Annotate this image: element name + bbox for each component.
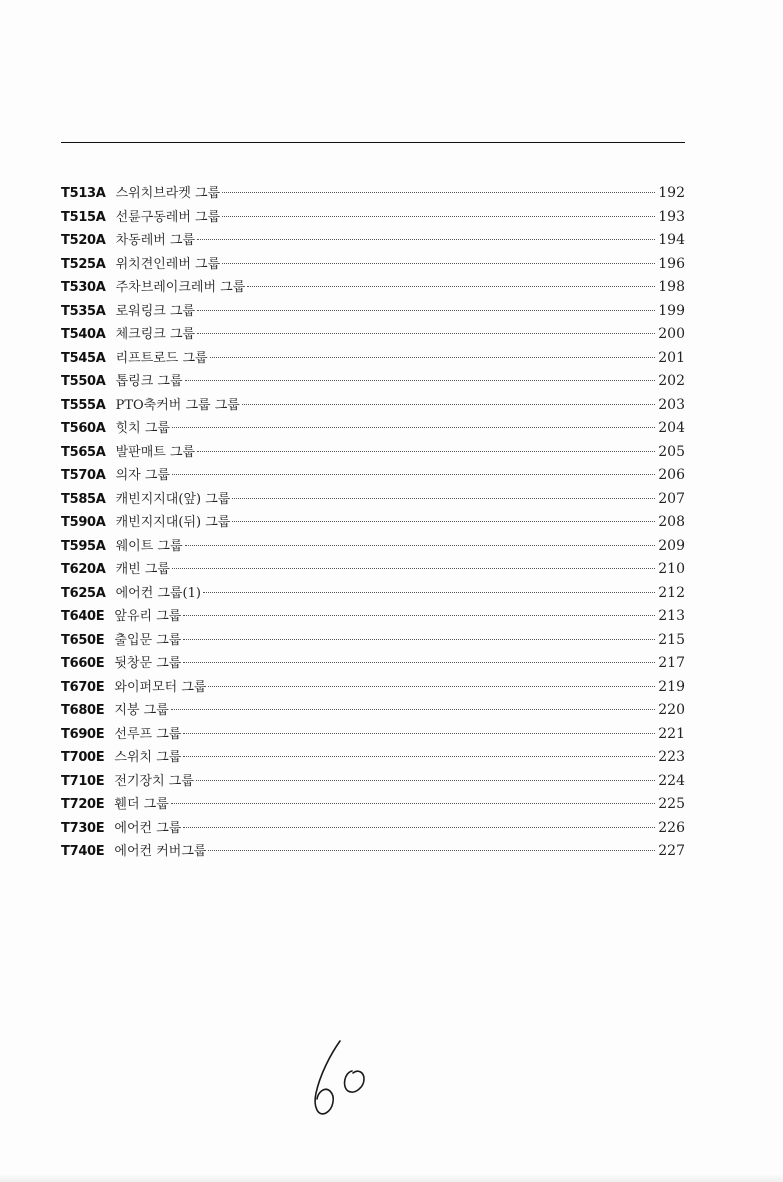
toc-entry-code: T650E: [61, 632, 105, 648]
toc-entry-page-number: 203: [658, 396, 685, 413]
toc-entry-title: 발판매트 그룹: [115, 444, 196, 460]
toc-dot-leader: [171, 803, 656, 804]
toc-entry-code: T520A: [61, 233, 106, 248]
toc-entry-title: 스위치브라켓 그룹: [115, 186, 221, 201]
toc-dot-leader: [208, 686, 655, 687]
toc-entry: [61, 300, 685, 324]
toc-entry-page-number: 225: [658, 796, 685, 812]
toc-entry: [61, 417, 685, 441]
toc-entry-code: T720E: [61, 797, 105, 812]
toc-entry: [61, 347, 685, 371]
toc-entry-title: 와이퍼모터 그룹: [114, 679, 207, 695]
toc-entry-page-number: 220: [658, 702, 685, 718]
toc-entry-title: 리프트로드 그룹: [115, 350, 208, 366]
toc-entry: [61, 793, 685, 817]
toc-entry: [61, 276, 685, 300]
toc-entry-code: T565A: [61, 444, 106, 460]
toc-entry-page-number: 212: [658, 584, 685, 601]
toc-entry-code: T540A: [61, 327, 106, 342]
toc-dot-leader: [171, 709, 656, 710]
toc-dot-leader: [222, 263, 655, 264]
toc-dot-leader: [172, 474, 655, 475]
toc-entry-title: 웨이트 그룹: [115, 538, 183, 554]
toc-dot-leader: [197, 239, 655, 240]
toc-entry: [61, 206, 685, 230]
toc-entry-title: 로워링크 그룹: [115, 303, 196, 319]
toc-dot-leader: [183, 615, 655, 616]
toc-dot-leader: [183, 639, 655, 640]
toc-entry-page-number: 198: [658, 279, 685, 295]
toc-entry-code: T570A: [61, 468, 106, 483]
toc-entry-code: T595A: [61, 538, 106, 554]
toc-entry: [61, 558, 685, 582]
toc-entry-page-number: 204: [658, 420, 685, 436]
toc-entry-title: 에어컨 커버그룹: [114, 844, 207, 859]
toc-entry: [61, 535, 685, 559]
toc-entry: [61, 746, 685, 770]
toc-entry-page-number: 193: [658, 208, 685, 225]
table-of-contents: [61, 182, 685, 864]
toc-dot-leader: [197, 310, 655, 311]
toc-dot-leader: [183, 733, 655, 734]
toc-entry: [61, 370, 685, 394]
toc-entry-title: 의자 그룹: [115, 468, 170, 483]
toc-dot-leader: [197, 333, 655, 334]
toc-dot-leader: [185, 545, 656, 546]
toc-entry-code: T550A: [61, 374, 106, 389]
toc-entry-code: T680E: [61, 703, 105, 718]
toc-dot-leader: [197, 451, 655, 452]
scan-edge-shadow: [0, 1174, 783, 1182]
toc-entry: [61, 676, 685, 700]
toc-entry-title: 전기장치 그룹: [114, 773, 194, 789]
toc-entry-title: 힛치 그룹: [115, 421, 170, 436]
toc-entry-page-number: 226: [658, 819, 685, 836]
toc-dot-leader: [222, 192, 655, 193]
toc-entry-code: T625A: [61, 585, 106, 601]
toc-entry-title: 선루프 그룹: [114, 726, 182, 742]
toc-dot-leader: [222, 216, 655, 217]
toc-entry-title: 주차브레이크레버 그룹: [115, 280, 246, 295]
toc-entry: [61, 511, 685, 535]
toc-dot-leader: [172, 568, 655, 569]
toc-entry-page-number: 215: [658, 631, 685, 648]
toc-entry-code: T700E: [61, 750, 105, 765]
toc-entry: [61, 253, 685, 277]
toc-dot-leader: [242, 404, 655, 405]
toc-entry-page-number: 227: [658, 843, 685, 859]
toc-entry: [61, 229, 685, 253]
toc-entry-title: 뒷창문 그룹: [114, 656, 182, 671]
toc-entry-title: 톱링크 그룹: [115, 374, 183, 389]
toc-entry-page-number: 199: [658, 302, 685, 319]
toc-entry-title: 차동레버 그룹: [115, 233, 196, 248]
toc-dot-leader: [183, 662, 655, 663]
toc-dot-leader: [196, 780, 655, 781]
toc-entry-code: T620A: [61, 562, 106, 577]
toc-entry-code: T670E: [61, 679, 105, 695]
toc-entry-page-number: 206: [658, 467, 685, 483]
toc-entry-title: 앞유리 그룹: [114, 609, 182, 624]
toc-dot-leader: [247, 286, 655, 287]
toc-entry-page-number: 200: [658, 326, 685, 342]
toc-entry: [61, 699, 685, 723]
header-rule: [61, 142, 685, 143]
toc-entry-page-number: 192: [658, 185, 685, 201]
toc-entry-code: T740E: [61, 844, 105, 859]
toc-dot-leader: [210, 357, 656, 358]
toc-entry-code: T690E: [61, 726, 105, 742]
toc-entry-title: PTO축커버 그룹 그룹: [115, 397, 240, 413]
toc-entry: [61, 770, 685, 794]
toc-entry-code: T513A: [61, 186, 106, 201]
toc-entry-page-number: 207: [658, 490, 685, 507]
toc-dot-leader: [232, 521, 655, 522]
toc-dot-leader: [203, 592, 655, 593]
toc-entry-code: T710E: [61, 773, 105, 789]
toc-entry-title: 캐빈 그룹: [115, 562, 170, 577]
toc-entry-title: 캐빈지지대(뒤) 그룹: [115, 515, 231, 530]
toc-entry: [61, 840, 685, 864]
toc-entry: [61, 629, 685, 653]
toc-entry: [61, 488, 685, 512]
toc-entry-page-number: 210: [658, 561, 685, 577]
toc-dot-leader: [172, 427, 655, 428]
toc-entry-page-number: 223: [658, 749, 685, 765]
handwritten-page-number: [300, 1035, 390, 1125]
toc-entry-code: T525A: [61, 256, 106, 272]
toc-entry: [61, 464, 685, 488]
toc-entry-page-number: 205: [658, 443, 685, 460]
toc-entry: [61, 394, 685, 418]
toc-entry: [61, 817, 685, 841]
toc-entry: [61, 441, 685, 465]
toc-entry-title: 체크링크 그룹: [115, 327, 196, 342]
toc-entry: [61, 652, 685, 676]
toc-dot-leader: [183, 756, 655, 757]
toc-entry-page-number: 208: [658, 514, 685, 530]
toc-entry-title: 캐빈지지대(앞) 그룹: [115, 491, 231, 507]
toc-entry-page-number: 213: [658, 608, 685, 624]
toc-entry-title: 스위치 그룹: [114, 750, 182, 765]
toc-entry-page-number: 221: [658, 725, 685, 742]
toc-entry: [61, 182, 685, 206]
toc-entry-code: T660E: [61, 656, 105, 671]
toc-entry-page-number: 196: [658, 255, 685, 272]
toc-entry-code: T555A: [61, 397, 106, 413]
toc-entry: [61, 582, 685, 606]
toc-entry-title: 출입문 그룹: [114, 632, 182, 648]
toc-dot-leader: [208, 850, 655, 851]
toc-entry: [61, 723, 685, 747]
toc-entry-page-number: 202: [658, 373, 685, 389]
toc-entry-page-number: 224: [658, 772, 685, 789]
toc-entry-page-number: 209: [658, 537, 685, 554]
toc-entry-code: T560A: [61, 421, 106, 436]
toc-dot-leader: [232, 498, 655, 499]
toc-entry-code: T535A: [61, 303, 106, 319]
toc-entry-title: 위치견인레버 그룹: [115, 256, 221, 272]
toc-entry: [61, 323, 685, 347]
toc-entry: [61, 605, 685, 629]
toc-entry-title: 에어컨 그룹: [114, 820, 182, 836]
toc-entry-title: 휀더 그룹: [114, 797, 169, 812]
toc-entry-page-number: 217: [658, 655, 685, 671]
toc-entry-code: T515A: [61, 209, 106, 225]
toc-entry-code: T530A: [61, 280, 106, 295]
toc-entry-code: T585A: [61, 491, 106, 507]
toc-entry-page-number: 219: [658, 678, 685, 695]
toc-entry-title: 에어컨 그룹(1): [115, 585, 201, 601]
toc-entry-code: T640E: [61, 609, 105, 624]
toc-entry-title: 지붕 그룹: [114, 703, 169, 718]
toc-entry-page-number: 201: [658, 349, 685, 366]
toc-dot-leader: [183, 827, 655, 828]
toc-entry-page-number: 194: [658, 232, 685, 248]
toc-entry-code: T730E: [61, 820, 105, 836]
toc-dot-leader: [185, 380, 656, 381]
toc-entry-title: 선륜구동레버 그룹: [115, 209, 221, 225]
toc-entry-code: T545A: [61, 350, 106, 366]
toc-entry-code: T590A: [61, 515, 106, 530]
